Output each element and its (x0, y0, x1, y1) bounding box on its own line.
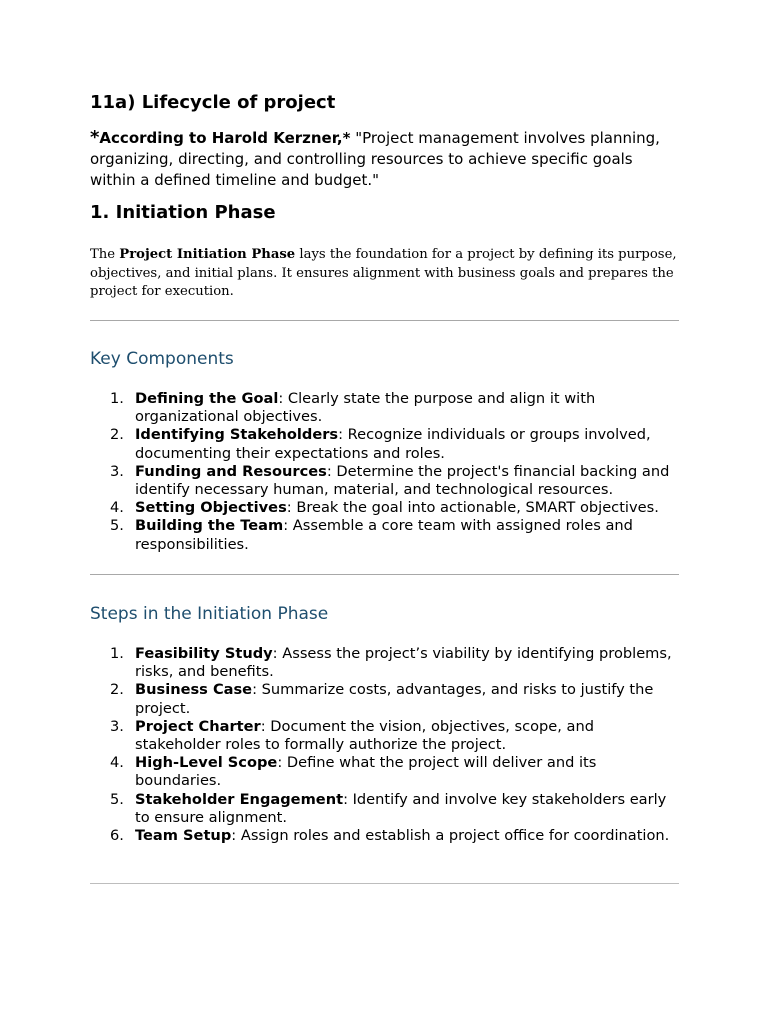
list-number: 5. (110, 517, 124, 535)
list-desc: : Assign roles and establish a project office for coordination. (231, 827, 670, 845)
list-desc: : Define what the project will deliver and its boundaries. (135, 754, 597, 790)
list-term: Feasibility Study (135, 645, 273, 662)
list-item (110, 499, 680, 517)
list-number: 1. (110, 390, 124, 407)
list-term: Building the Team (135, 517, 284, 535)
intro-lead: The (90, 247, 120, 262)
intro-paragraph (90, 246, 680, 302)
list-term: Stakeholder Engagement (135, 790, 344, 808)
list-desc: : Assess the project’s viability by identifying problems, risks, and benefits. (135, 645, 672, 681)
kerzner-quote (90, 128, 680, 191)
list-number: 5. (110, 790, 124, 808)
list-desc: : Assemble a core team with assigned roles and responsibilities. (135, 517, 633, 553)
list-term: Funding and Resources (135, 462, 327, 480)
list-term: Business Case (135, 681, 253, 699)
phase-heading: 1. Initiation Phase (90, 202, 276, 223)
divider (90, 320, 679, 321)
list-number: 6. (110, 827, 124, 845)
list-number: 4. (110, 499, 124, 517)
list-term: Project Charter (135, 717, 261, 735)
steps-heading: Steps in the Initiation Phase (90, 604, 329, 624)
list-number: 2. (110, 681, 124, 699)
list-item (110, 718, 680, 754)
list-number: 1. (110, 645, 124, 662)
list-desc: : Document the vision, objectives, scope, and stakeholder roles to formally authorize the project. (135, 717, 594, 754)
list-item (110, 645, 680, 681)
list-item (110, 390, 680, 426)
list-desc: : Summarize costs, advantages, and risks to justify the project. (135, 681, 654, 717)
list-item (110, 463, 680, 499)
list-item (110, 754, 680, 790)
quote-text: "Project management involves planning, organizing, directing, and controlling resources to achieve specific goals within a defined timeline and budget." (90, 129, 660, 189)
divider (90, 574, 679, 575)
quote-star-open: * (90, 127, 100, 148)
list-number: 3. (110, 462, 124, 480)
list-item (110, 426, 680, 462)
quote-star-close: * (342, 129, 351, 147)
list-item (110, 681, 680, 717)
list-number: 2. (110, 426, 124, 444)
intro-rest: lays the foundation for a project by defining its purpose, objectives, and initial plans. It ensures alignment with business goals and prepares the project for execution. (90, 247, 677, 299)
intro-bold: Project Initiation Phase (119, 247, 296, 262)
list-desc: : Break the goal into actionable, SMART objectives. (286, 499, 659, 517)
key-components-heading: Key Components (90, 349, 234, 369)
quote-attribution: According to Harold Kerzner, (99, 129, 343, 147)
list-item (110, 517, 680, 553)
list-desc: : Identify and involve key stakeholders early to ensure alignment. (135, 790, 667, 826)
list-desc: : Determine the project's financial backing and identify necessary human, material, and technological resources. (135, 462, 670, 499)
list-number: 3. (110, 717, 124, 735)
list-term: Setting Objectives (135, 499, 287, 517)
list-desc: : Clearly state the purpose and align it with organizational objectives. (135, 390, 596, 426)
list-desc: : Recognize individuals or groups involved, documenting their expectations and roles. (135, 426, 651, 462)
list-term: High-Level Scope (135, 754, 278, 772)
list-number: 4. (110, 754, 124, 772)
list-item (110, 827, 680, 845)
divider (90, 883, 679, 884)
list-term: Team Setup (135, 827, 232, 845)
document-title: 11a) Lifecycle of project (90, 92, 336, 113)
key-components-list (110, 390, 680, 554)
list-item (110, 791, 680, 827)
list-term: Defining the Goal (135, 390, 279, 407)
steps-list (110, 645, 680, 845)
list-term: Identifying Stakeholders (135, 426, 339, 444)
